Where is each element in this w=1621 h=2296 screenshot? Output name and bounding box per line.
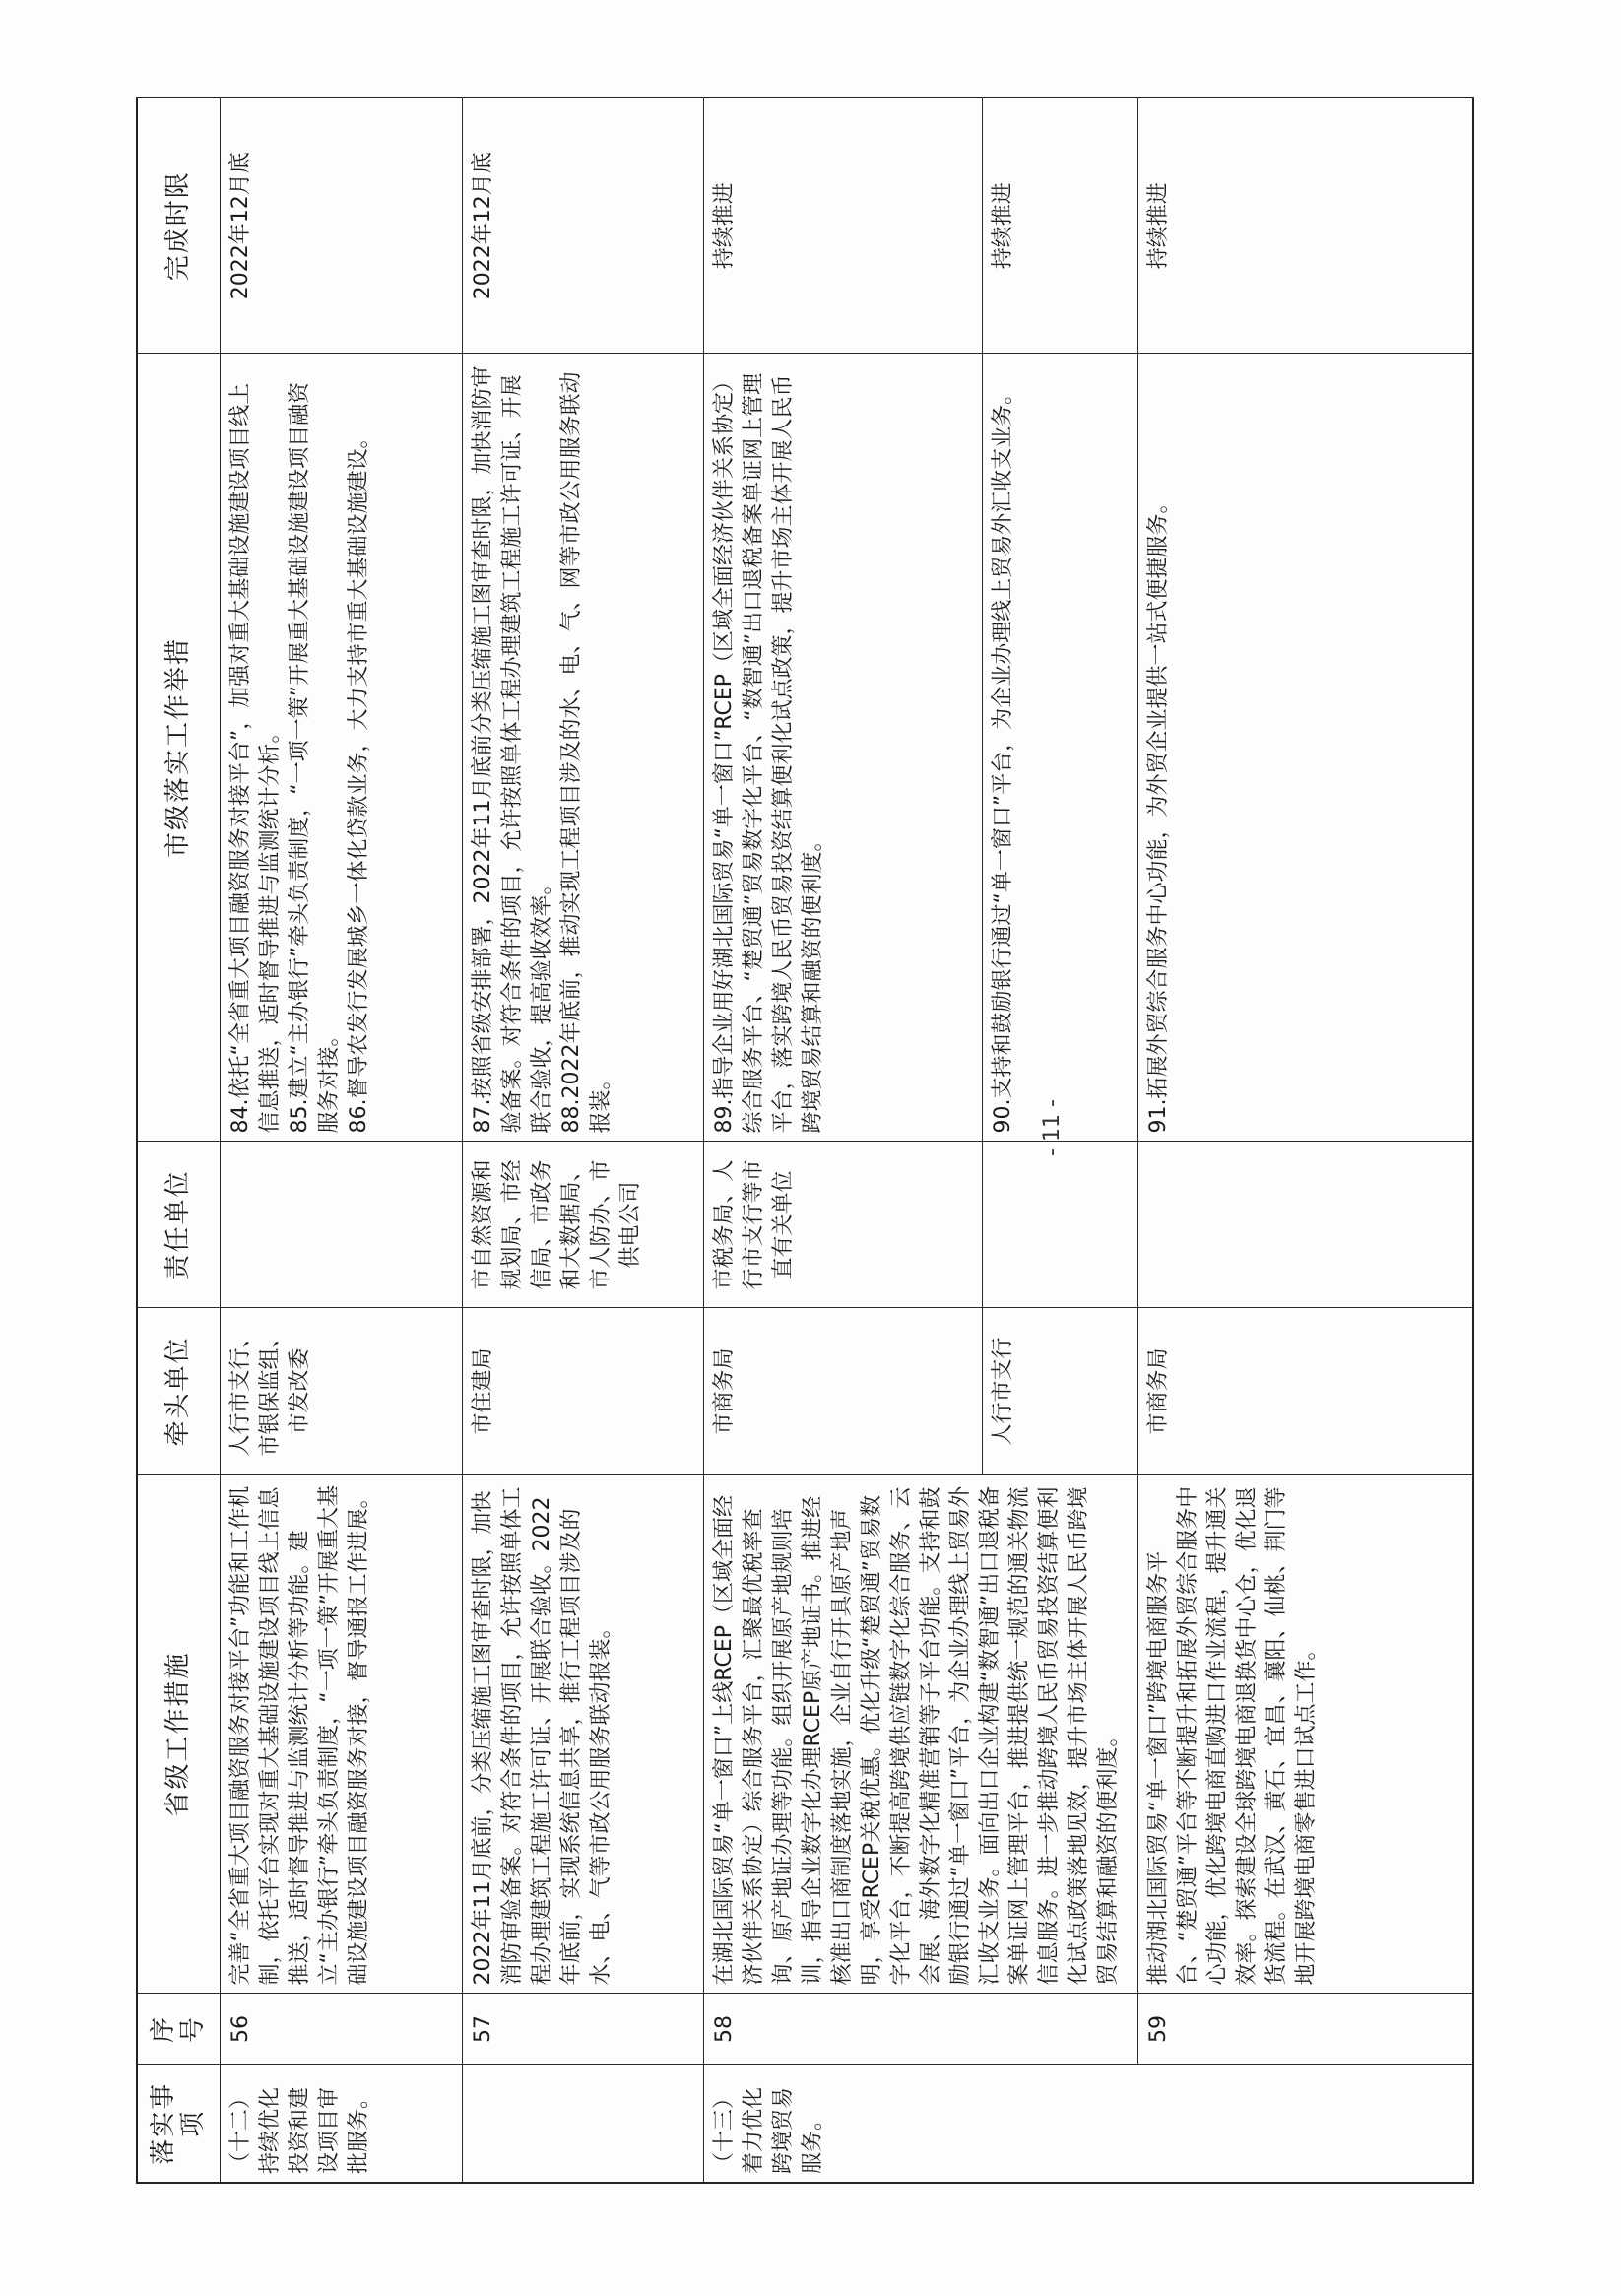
city-item: 90.支持和鼓励银行通过“单一窗口”平台，为企业办理线上贸易外汇收支业务。 (990, 382, 1015, 1134)
rotated-table-container (136, 98, 1472, 2184)
deadline-cell: 持续推进 (703, 98, 982, 354)
header-row (137, 98, 220, 2183)
seq-cell: 56 (220, 1994, 462, 2065)
deadline-cell: 持续推进 (1137, 98, 1473, 354)
seq-cell: 57 (462, 1994, 703, 2065)
lead-cell: 市住建局 (462, 1308, 703, 1475)
city-cell (1137, 354, 1473, 1142)
table-row (462, 98, 703, 2183)
city-item: 88.2022年底前，推动实现工程项目涉及的水、电、气、网等市政公用服务联动报装。 (558, 371, 614, 1134)
group-label: （十二）持续优化投资和建设项目审批服务。 (220, 2065, 462, 2183)
measures-table (136, 97, 1474, 2184)
city-item: 85.建立“主办银行”牵头负责制度，“一项一策”开展重大基础设施建设项目融资服务对接。 (287, 381, 342, 1134)
city-item: 91.拓展外贸综合服务中心功能，为外贸企业提供一站式便捷服务。 (1145, 492, 1171, 1134)
col-header-seq: 序号 (137, 1994, 220, 2065)
group-label: （十三）着力优化跨境贸易服务。 (703, 2065, 1473, 2183)
responsible-cell (220, 1142, 462, 1308)
seq-cell: 59 (1137, 1994, 1473, 2065)
responsible-cell: 市税务局、人行市支行等市直有关单位 (703, 1142, 982, 1308)
col-header-lead: 牵头单位 (137, 1308, 220, 1475)
col-header-deadline: 完成时限 (137, 98, 220, 354)
seq-cell: 58 (703, 1994, 1137, 2065)
city-cell (220, 354, 462, 1142)
provincial-cell: 推动湖北国际贸易“单一窗口”跨境电商服务平台、“楚贸通”平台等不断提升和拓展外贸综合服务中心功能，优化跨境电商直购进口作业流程，提升通关效率。探索建设全球跨境电商退换货中心仓，优化退货流程。在武汉、黄石、宜昌、襄阳、仙桃、荆门等地开展跨境电商零售进口试点工作。 (1137, 1475, 1473, 1994)
responsible-cell (1137, 1142, 1473, 1308)
city-item: 87.按照省级安排部署，2022年11月底前分类压缩施工图审查时限，加快消防审验备案。对符合条件的项目，允许按照单体工程办理建筑工程施工许可证、开展联合验收，提高验收效率。 (470, 365, 554, 1134)
lead-cell: 市商务局 (703, 1308, 982, 1475)
city-item: 84.依托“全省重大项目融资服务对接平台”，加强对重大基础设施建设项目线上信息推送，适时督导推进与监测统计分析。 (227, 382, 283, 1134)
responsible-cell: 市自然资源和规划局、市经信局、市政务和大数据局、市人防办、市供电公司 (462, 1142, 703, 1308)
group-label-empty (462, 2065, 703, 2183)
city-item: 89.指导企业用好湖北国际贸易“单一窗口”RCEP（区域全面经济伙伴关系协定）综合服务平台、“楚贸通”贸易数字化平台、“数智通”出口退税备案单证网上管理平台，落实跨境人民币贸易投资结算便利化试点政策，提升市场主体开展人民币跨境贸易结算和融资的便利度。 (711, 369, 825, 1134)
deadline-cell: 2022年12月底 (220, 98, 462, 354)
provincial-cell: 2022年11月底前，分类压缩施工图审查时限，加快消防审验备案。对符合条件的项目，允许按照单体工程办理建筑工程施工许可证、开展联合验收。2022年底前，实现系统信息共享，推行工程项目涉及的水、电、气等市政公用服务联动报装。 (462, 1475, 703, 1994)
responsible-cell (982, 1142, 1137, 1308)
col-header-provincial: 省级工作措施 (137, 1475, 220, 1994)
provincial-cell: 在湖北国际贸易“单一窗口”上线RCEP（区域全面经济伙伴关系协定）综合服务平台，汇聚最优税率查询、原产地证办理等功能。组织开展原产地规则培训，指导企业数字化办理RCEP原产地证书。推进经核准出口商制度落地实施，企业自行开具原产地声明，享受RCEP关税优惠。优化升级“楚贸通”贸易数字化平台，不断提高跨境供应链数字化综合服务、云会展、海外数字化精准营销等子平台功能。支持和鼓励银行通过“单一窗口”平台，为企业办理线上贸易外汇收支业务。面向出口企业构建“数智通”出口退税备案单证网上管理平台，推进提供统一规范的通关物流信息服务。进一步推动跨境人民币贸易投资结算便利化试点政策落地见效，提升市场主体开展人民币跨境贸易结算和融资的便利度。 (703, 1475, 1137, 1994)
col-header-item: 落实事项 (137, 2065, 220, 2183)
city-cell (462, 354, 703, 1142)
table-row (1137, 98, 1473, 2183)
deadline-cell: 2022年12月底 (462, 98, 703, 354)
deadline-cell: 持续推进 (982, 98, 1137, 354)
lead-cell: 市商务局 (1137, 1308, 1473, 1475)
lead-cell: 人行市支行 (982, 1308, 1137, 1475)
provincial-cell: 完善“全省重大项目融资服务对接平台”功能和工作机制，依托平台实现对重大基础设施建设项目线上信息推送，适时督导推进与监测统计分析等功能。建立“主办银行”牵头负责制度，“一项一策”开展重大基础设施建设项目融资服务对接，督导通报工作进展。 (220, 1475, 462, 1994)
lead-cell: 人行市支行、市银保监组、市发改委 (220, 1308, 462, 1475)
city-cell (703, 354, 982, 1142)
city-cell (982, 354, 1137, 1142)
col-header-responsible: 责任单位 (137, 1142, 220, 1308)
col-header-city: 市级落实工作举措 (137, 354, 220, 1142)
table-row (703, 98, 982, 2183)
page-number: - 11 - (1040, 1099, 1065, 1156)
city-item: 86.督导农发行发展城乡一体化贷款业务，大力支持市重大基础设施建设。 (346, 426, 371, 1134)
table-row (220, 98, 462, 2183)
